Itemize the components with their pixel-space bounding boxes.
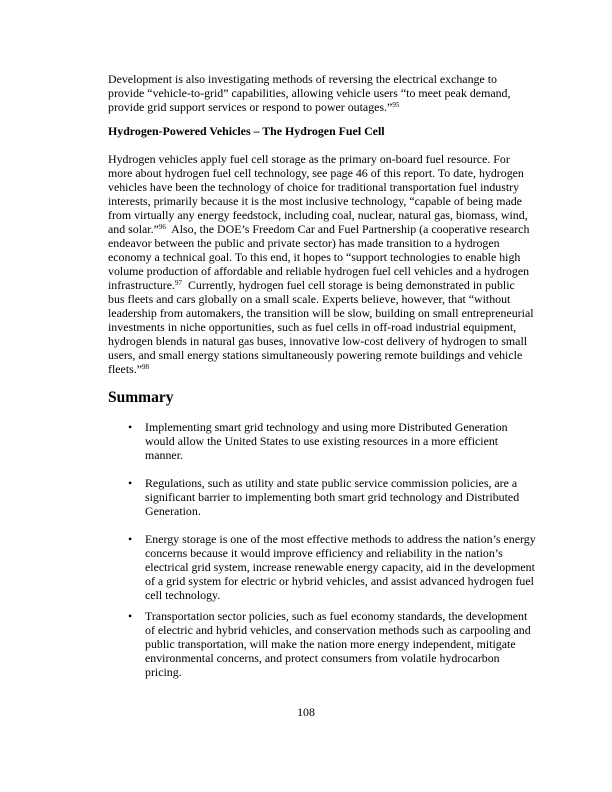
text-line: fleets.”$^{98}$ xyxy=(108,362,149,376)
bullet-text: Regulations, such as utility and state public service commission policies, are a significant barrier to implementing both smart grid technology and Distributed Generation. xyxy=(145,476,520,518)
section-heading: Hydrogen-Powered Vehicles – The Hydrogen Fuel Cell xyxy=(108,124,385,138)
text-line: investments in niche opportunities, such as fuel cells in off-road industrial equipment, xyxy=(108,320,517,334)
text-line: more about hydrogen fuel cell technology, see page 46 of this report. To date, hydrogen xyxy=(108,166,524,180)
text-line: infrastructure.$^{97}$ Currently, hydrogen fuel cell storage is being demonstrated in public xyxy=(108,278,515,292)
text-line: and solar.”$^{96}$ Also, the DOE’s Freedom Car and Fuel Partnership (a cooperative research xyxy=(108,222,530,236)
text-line: Hydrogen vehicles apply fuel cell storage as the primary on-board fuel resource. For xyxy=(108,152,510,166)
bullet-icon: • xyxy=(128,532,133,546)
bullet-text: Energy storage is one of the most effective methods to address the nation’s energy concerns because it would improve efficiency and reliability in the nation’s electrical grid system, increase renewable energy capacity, aid in the development of a grid system for electric or hybrid vehicles, and assist advanced hydrogen fuel cell technology. xyxy=(145,532,536,602)
text-line: provide grid support services or respond to power outages.”$^{95}$ xyxy=(108,100,400,114)
footnote-ref: 95 xyxy=(392,101,400,109)
text-line: bus fleets and cars globally on a small scale. Experts believe, however, that “without xyxy=(108,292,511,306)
bullet-icon: • xyxy=(128,609,133,623)
text-line: endeavor between the public and private sector) has made transition to a hydrogen xyxy=(108,236,500,250)
text-line: from virtually any energy feedstock, including coal, nuclear, natural gas, biomass, wind, xyxy=(108,208,528,222)
bullet-icon: • xyxy=(128,420,133,434)
bullet-text: Implementing smart grid technology and using more Distributed Generation would allow the United States to use existing resources in a more efficient manner. xyxy=(145,420,508,462)
summary-heading: Summary xyxy=(108,389,174,406)
text-line: interests, primarily because it is the most inclusive technology, “capable of being made xyxy=(108,194,522,208)
footnote-ref: 98 xyxy=(142,363,149,371)
text-line: leadership from automakers, the transition will be slow, building on small entrepreneurial xyxy=(108,306,534,320)
intro-paragraph xyxy=(108,72,518,114)
bullet-text: Transportation sector policies, such as fuel economy standards, the development of electric and hybrid vehicles, and conservation methods such as carpooling and public transportation, will make the nation more energy independent, mitigate environmental concerns, and protect consumers from volatile hydrocarbon pricing. xyxy=(145,609,531,679)
footnote-ref: 97 xyxy=(175,279,183,287)
hydrogen-paragraph xyxy=(108,152,534,376)
text-line: provide “vehicle-to-grid” capabilities, allowing vehicle users “to meet peak demand, xyxy=(108,86,511,100)
page-number: 108 xyxy=(297,705,315,719)
text-line: hydrogen blends in natural gas buses, innovative low-cost delivery of hydrogen to small xyxy=(108,334,528,348)
text-line: users, and small energy stations simultaneously powering remote buildings and vehicle xyxy=(108,348,523,362)
text-line: Development is also investigating methods of reversing the electrical exchange to xyxy=(108,72,497,86)
text-line: volume production of affordable and reliable hydrogen fuel cell vehicles and a hydrogen xyxy=(108,264,530,278)
text-line: vehicles have been the technology of choice for traditional transportation fuel industry xyxy=(108,180,520,194)
bullet-icon: • xyxy=(128,476,133,490)
footnote-ref: 96 xyxy=(158,223,166,231)
text-line: economy a technical goal. To this end, it hopes to “support technologies to enable high xyxy=(108,250,521,264)
